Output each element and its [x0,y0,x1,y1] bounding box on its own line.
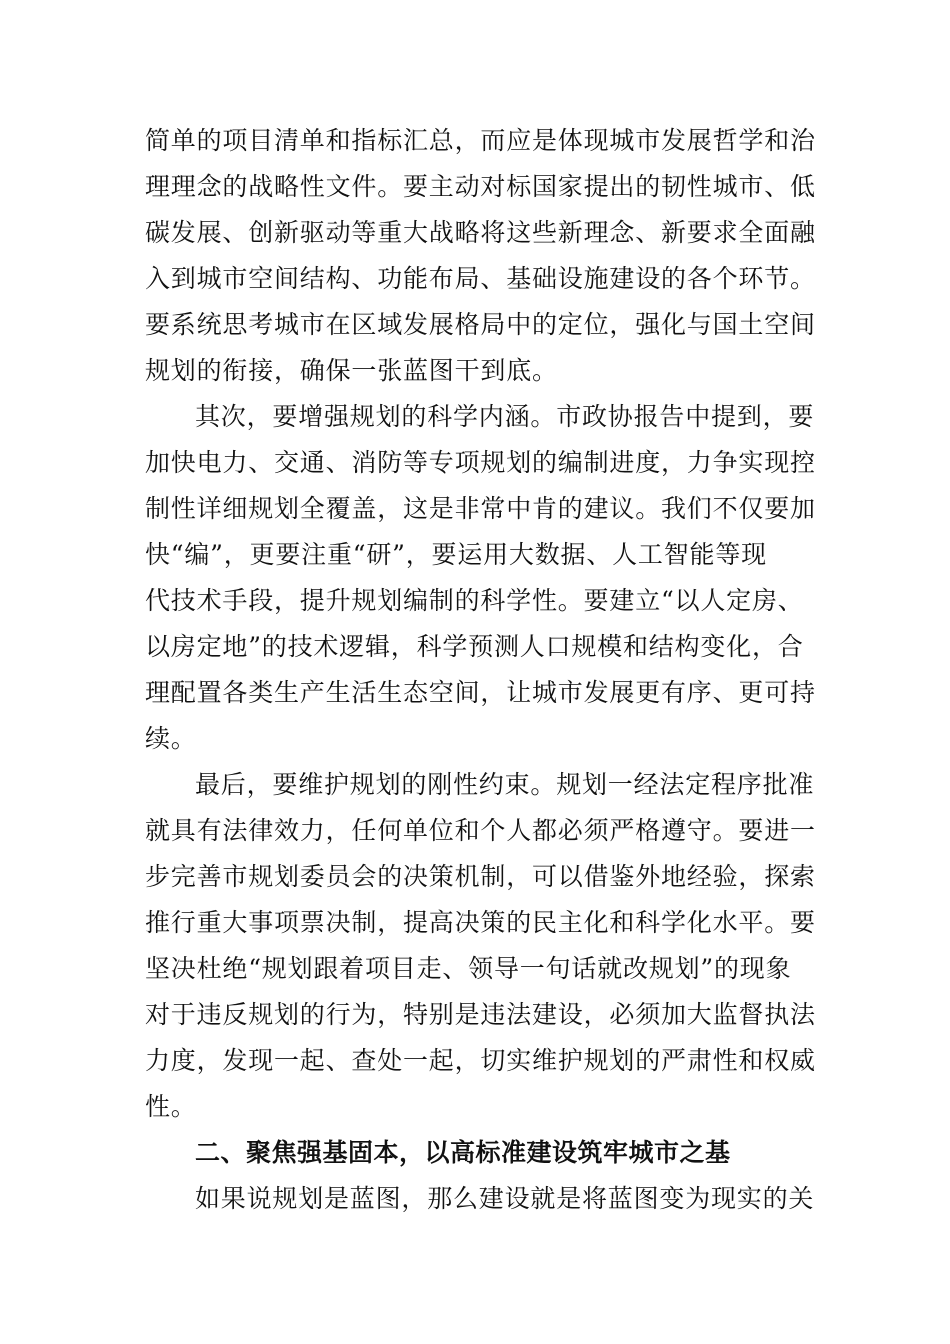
paragraph-line: 加快电力、交通、消防等专项规划的编制进度，力争实现控 [145,448,816,477]
paragraph-line: 要系统思考城市在区域发展格局中的定位，强化与国土空间 [145,310,816,339]
paragraph-1 [145,118,816,394]
paragraph-line: 理配置各类生产生活生态空间，让城市发展更有序、更可持 [145,678,816,707]
paragraph-line: 对于违反规划的行为，特别是违法建设，必须加大监督执法 [145,1000,816,1029]
paragraph-line: 理理念的战略性文件。要主动对标国家提出的韧性城市、低 [145,172,816,201]
paragraph-line: 性。 [145,1092,197,1121]
paragraph-line: 代技术手段，提升规划编制的科学性。要建立“以人定房、 [145,586,804,615]
paragraph-line: 就具有法律效力，任何单位和个人都必须严格遵守。要进一 [145,816,816,845]
paragraph-line: 规划的衔接，确保一张蓝图干到底。 [145,356,558,385]
document-body [145,118,816,1222]
paragraph-line: 入到城市空间结构、功能布局、基础设施建设的各个环节。 [145,264,816,293]
paragraph-line: 步完善市规划委员会的决策机制，可以借鉴外地经验，探索 [145,862,816,891]
section-heading: 二、聚焦强基固本，以高标准建设筑牢城市之基 [195,1138,731,1167]
paragraph-line: 最后，要维护规划的刚性约束。规划一经法定程序批准 [195,770,815,799]
paragraph-line: 制性详细规划全覆盖，这是非常中肯的建议。我们不仅要加 [145,494,816,523]
paragraph-2 [145,394,816,762]
paragraph-3 [145,762,816,1130]
paragraph-line: 其次，要增强规划的科学内涵。市政协报告中提到，要 [195,402,815,431]
paragraph-line: 如果说规划是蓝图，那么建设就是将蓝图变为现实的关 [195,1184,815,1213]
paragraph-line: 坚决杜绝“规划跟着项目走、领导一句话就改规划”的现象 [145,954,792,983]
paragraph-4 [145,1176,815,1222]
paragraph-line: 以房定地”的技术逻辑，科学预测人口规模和结构变化，合 [145,632,804,661]
paragraph-line: 快“编”，更要注重“研”，要运用大数据、人工智能等现 [145,540,767,569]
paragraph-line: 碳发展、创新驱动等重大战略将这些新理念、新要求全面融 [145,218,816,247]
paragraph-line: 简单的项目清单和指标汇总，而应是体现城市发展哲学和治 [145,126,816,155]
paragraph-line: 续。 [145,724,197,753]
paragraph-line: 推行重大事项票决制，提高决策的民主化和科学化水平。要 [145,908,816,937]
paragraph-line: 力度，发现一起、查处一起，切实维护规划的严肃性和权威 [145,1046,816,1075]
